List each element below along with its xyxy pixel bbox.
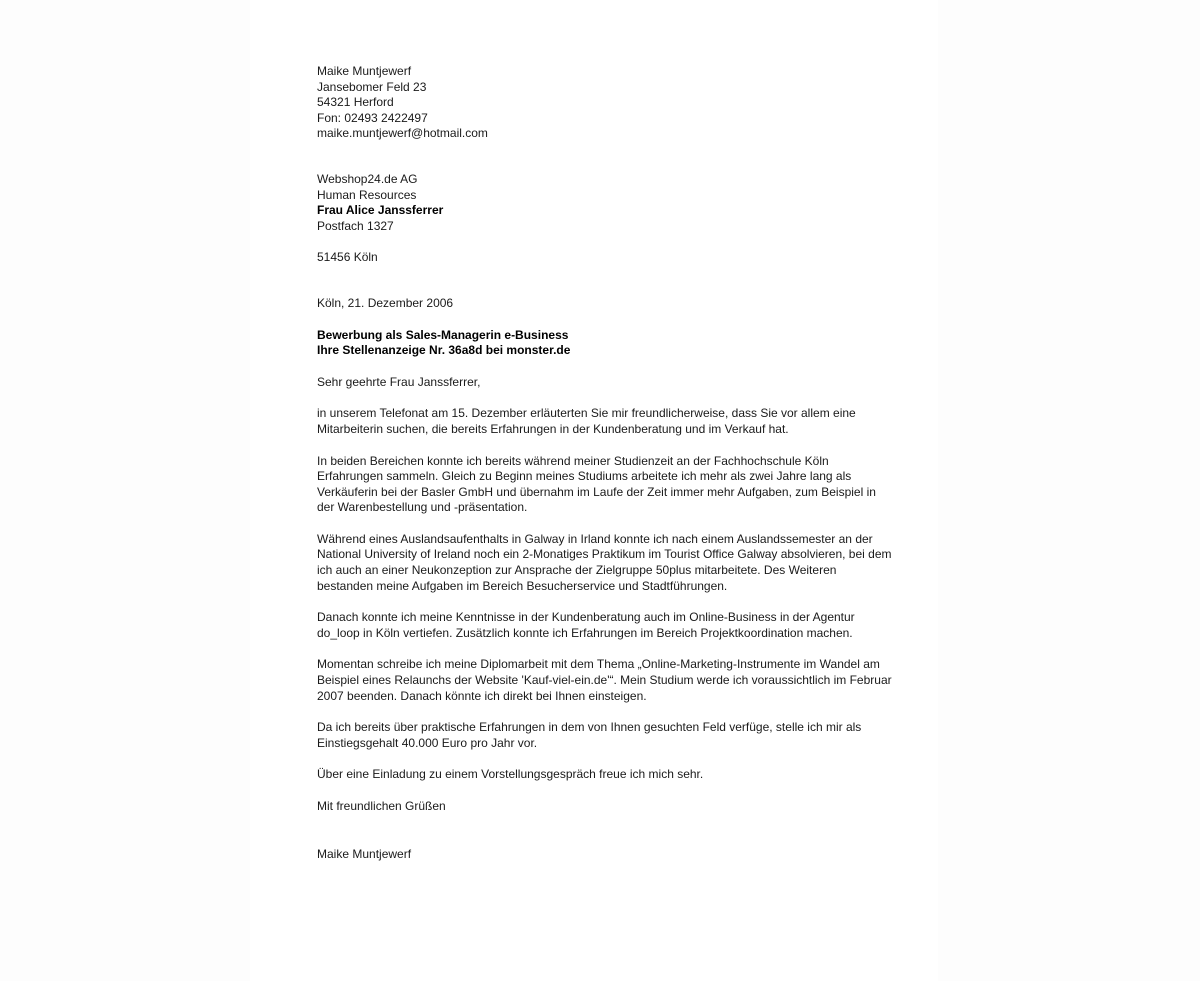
sender-street: Jansebomer Feld 23 (317, 79, 427, 94)
subject (317, 328, 892, 359)
sender-name: Maike Muntjewerf (317, 64, 412, 78)
paragraph-6: Da ich bereits über praktische Erfahrungen in dem von Ihnen gesuchten Feld verfüge, stelle ich mir als Einstiegsgehalt 40.000 Euro pro Jahr vor. (317, 720, 862, 750)
subject-line-1: Bewerbung als Sales-Managerin e-Business (317, 327, 569, 342)
sender-phone: Fon: 02493 2422497 (317, 110, 428, 125)
sender-email: maike.muntjewerf@hotmail.com (317, 126, 488, 141)
recipient-city: 51456 Köln (317, 250, 378, 265)
paragraph-2: In beiden Bereichen konnte ich bereits während meiner Studienzeit an der Fachhochschule Köln Erfahrungen sammeln. Gleich zu Beginn meines Studiums arbeitete ich mehr als zwei Jahre lang als Verkäuferin bei der Basler GmbH und übernahm im Laufe der Zeit immer mehr Aufgaben, zum Beispiel in der Warenbestellung und -präsentation. (317, 453, 876, 515)
cover-letter (317, 64, 892, 862)
paragraph-5: Momentan schreibe ich meine Diplomarbeit mit dem Thema „Online-Marketing-Instrumente im Wandel am Beispiel eines Relaunchs der Website 'Kauf-viel-ein.de'“. Mein Studium werde ich voraussichtlich im Februar 2007 beenden. Danach könnte ich direkt bei Ihnen einsteigen. (317, 657, 892, 703)
paragraph-1: in unserem Telefonat am 15. Dezember erläuterten Sie mir freundlicherweise, dass Sie vor allem eine Mitarbeiterin suchen, die bereits Erfahrungen in der Kundenberatung und im Verkauf hat. (317, 406, 856, 436)
recipient-contact: Frau Alice Janssferrer (317, 203, 444, 218)
background-left (0, 0, 250, 981)
paragraph-3: Während eines Auslandsaufenthalts in Galway in Irland konnte ich nach einem Auslandssemester an der National University of Ireland noch ein 2-Monatiges Praktikum im Tourist Office Galway absolvieren, bei dem ich auch an einer Neukonzeption zur Ansprache der Zielgruppe 50plus mitarbeitete. Des Weiteren bestanden meine Aufgaben im Bereich Besucherservice und Stadtführungen. (317, 531, 892, 593)
recipient-company: Webshop24.de AG (317, 171, 418, 186)
sender-city: 54321 Herford (317, 95, 394, 110)
paragraph-7: Über eine Einladung zu einem Vorstellungsgespräch freue ich mich sehr. (317, 767, 704, 782)
subject-line-2: Ihre Stellenanzeige Nr. 36a8d bei monster.de (317, 343, 571, 358)
recipient-address (317, 172, 892, 266)
recipient-department: Human Resources (317, 187, 417, 202)
sender-address (317, 64, 892, 142)
background-right (938, 0, 1200, 981)
salutation: Sehr geehrte Frau Janssferrer, (317, 374, 481, 389)
recipient-po-box: Postfach 1327 (317, 218, 394, 233)
closing: Mit freundlichen Grüßen (317, 799, 446, 813)
paragraph-4: Danach konnte ich meine Kenntnisse in der Kundenberatung auch im Online-Business in der Agentur do_loop in Köln vertiefen. Zusätzlich konnte ich Erfahrungen im Bereich Projektkoordination machen. (317, 610, 855, 640)
letter-date: Köln, 21. Dezember 2006 (317, 295, 454, 310)
signature: Maike Muntjewerf (317, 846, 412, 861)
